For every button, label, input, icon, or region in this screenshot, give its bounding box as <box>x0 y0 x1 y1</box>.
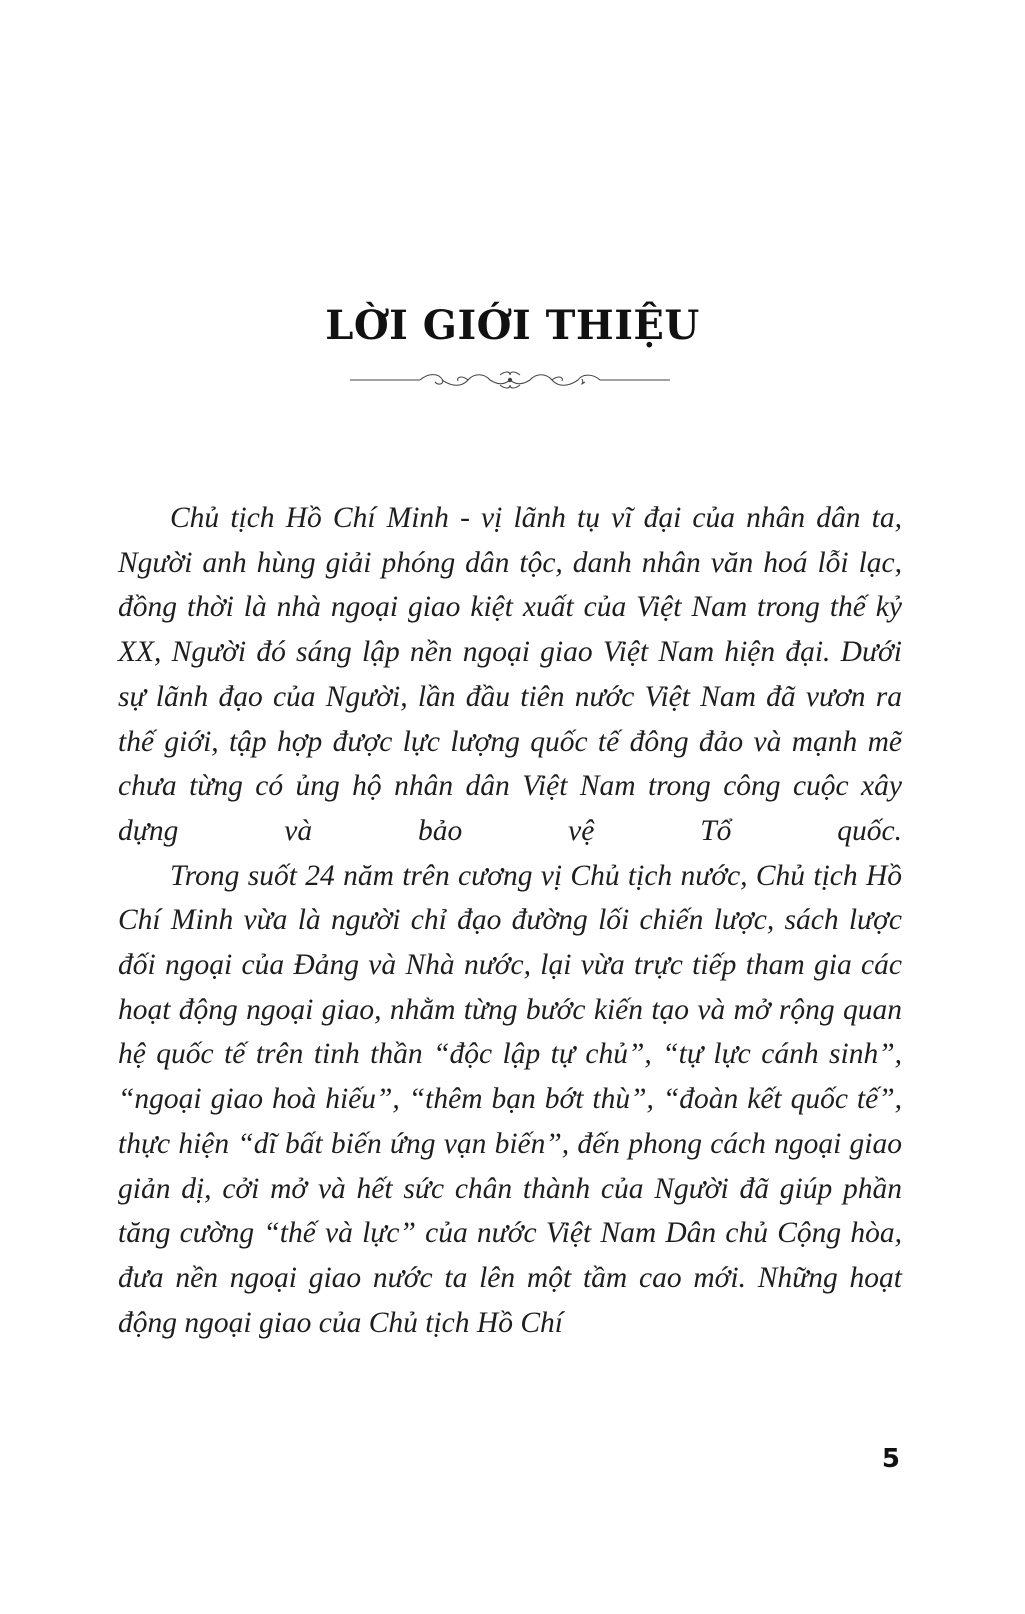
body-text <box>118 496 902 1345</box>
page-title: LỜI GIỚI THIỆU <box>325 302 700 349</box>
ornament-divider-icon <box>350 369 670 391</box>
paragraph-1: Chủ tịch Hồ Chí Minh - vị lãnh tụ vĩ đại của nhân dân ta, Người anh hùng giải phóng dân tộc, danh nhân văn hoá lỗi lạc, đồng thời là nhà ngoại giao kiệt xuất của Việt Nam trong thế kỷ XX, Người đó sáng lập nền ngoại giao Việt Nam hiện đại. Dưới sự lãnh đạo của Người, lần đầu tiên nước Việt Nam đã vươn ra thế giới, tập hợp được lực lượng quốc tế đông đảo và mạnh mẽ chưa từng có ủng hộ nhân dân Việt Nam trong công cuộc xây dựng và bảo vệ Tổ quốc. <box>118 502 902 847</box>
page-number: 5 <box>881 1444 900 1474</box>
paragraph-2: Trong suốt 24 năm trên cương vị Chủ tịch nước, Chủ tịch Hồ Chí Minh vừa là người chỉ đạo đường lối chiến lược, sách lược đối ngoại của Đảng và Nhà nước, lại vừa trực tiếp tham gia các hoạt động ngoại giao, nhằm từng bước kiến tạo và mở rộng quan hệ quốc tế trên tinh thần “độc lập tự chủ”, “tự lực cánh sinh”, “ngoại giao hoà hiếu”, “thêm bạn bớt thù”, “đoàn kết quốc tế”, thực hiện “dĩ bất biến ứng vạn biến”, đến phong cách ngoại giao giản dị, cởi mở và hết sức chân thành của Người đã giúp phần tăng cường “thế và lực” của nước Việt Nam Dân chủ Cộng hòa, đưa nền ngoại giao nước ta lên một tầm cao mới. Những hoạt động ngoại giao của Chủ tịch Hồ Chí <box>118 859 902 1339</box>
